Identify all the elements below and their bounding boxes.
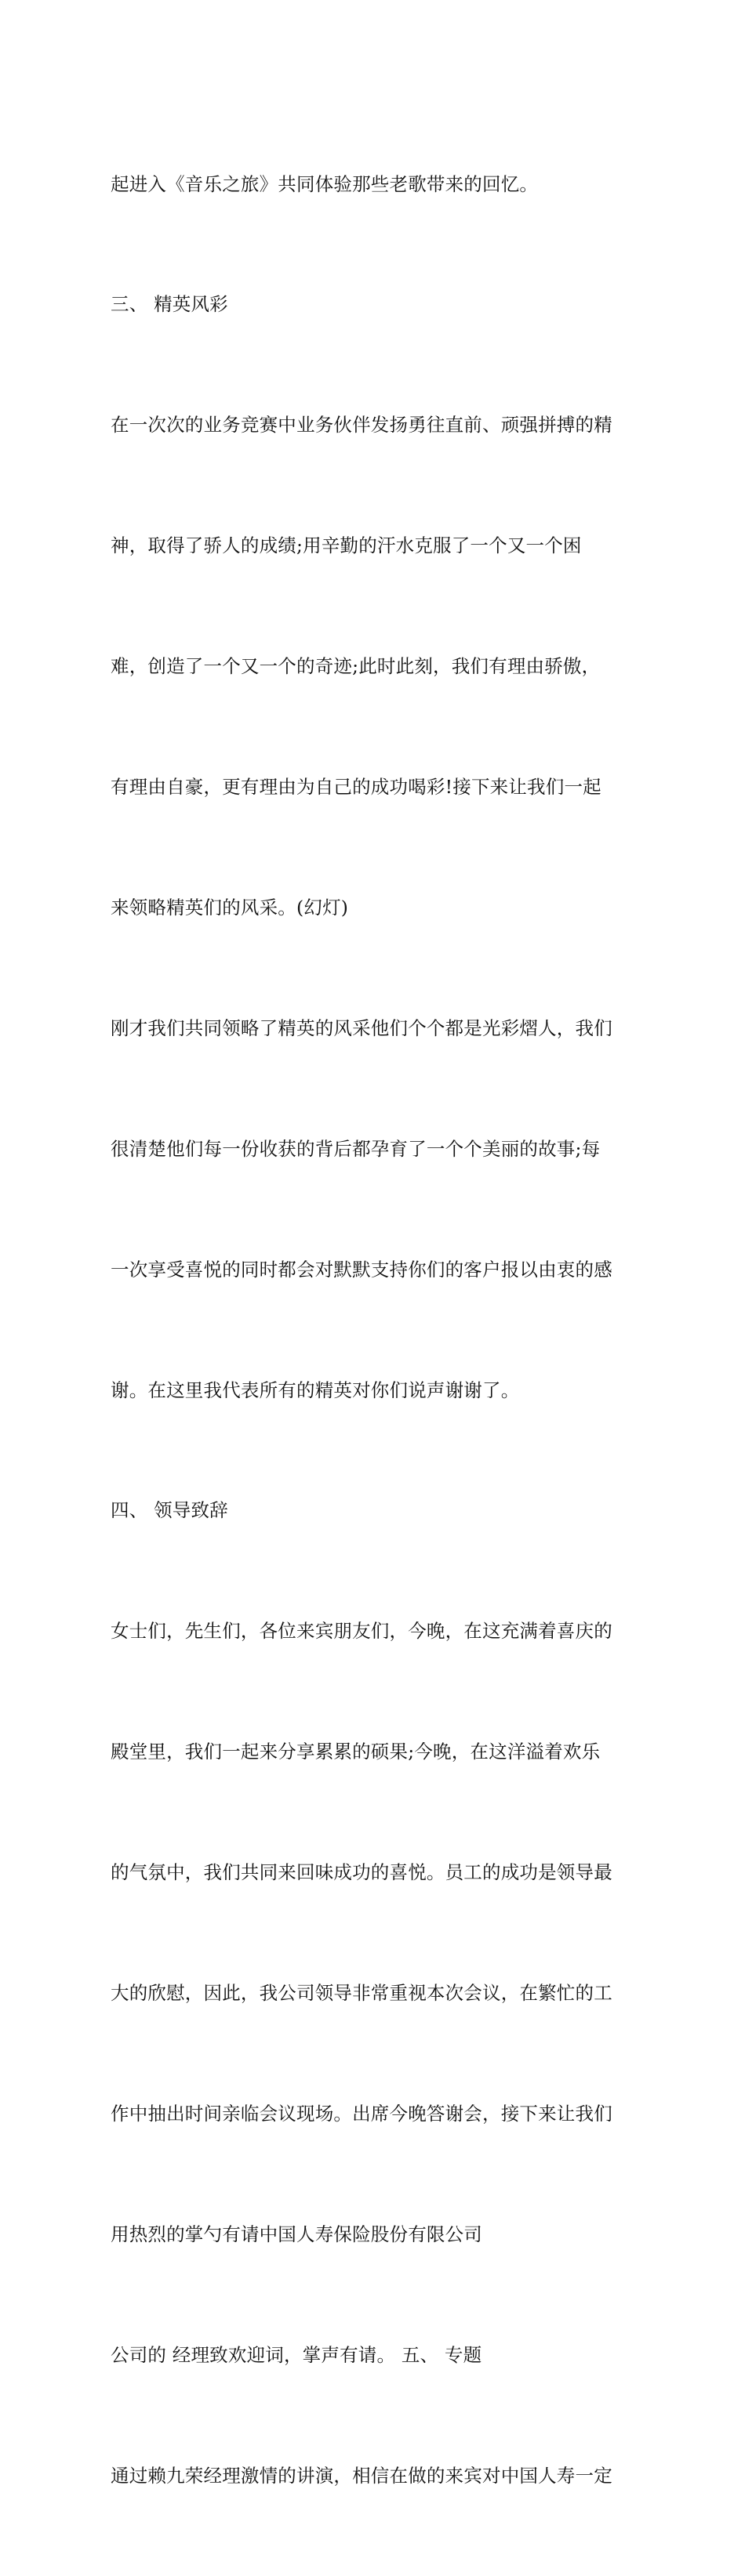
text-line: 难，创造了一个又一个的奇迹;此时此刻，我们有理由骄傲， — [111, 655, 601, 678]
text-line: 来领略精英们的风采。(幻灯) — [111, 896, 349, 918]
section-heading-4: 四、 领导致辞 — [111, 1499, 228, 1522]
text-line: 一次享受喜悦的同时都会对默默支持你们的客户报以由衷的感 — [111, 1258, 612, 1281]
text-line-with-section-heading-5: 公司的 经理致欢迎词，掌声有请。 五、 专题 — [111, 2343, 482, 2366]
text-line: 谢。在这里我代表所有的精英对你们说声谢谢了。 — [111, 1379, 520, 1401]
text-line: 神，取得了骄人的成绩;用辛勤的汗水克服了一个又一个困 — [111, 534, 582, 557]
text-line: 殿堂里，我们一起来分享累累的硕果;今晚，在这洋溢着欢乐 — [111, 1741, 601, 1763]
text-line: 大的欣慰，因此，我公司领导非常重视本次会议，在繁忙的工 — [111, 1981, 612, 2004]
body-text — [111, 84, 652, 2576]
text-line: 的气氛中，我们共同来回味成功的喜悦。员工的成功是领导最 — [111, 1861, 612, 1884]
text-line: 女士们，先生们，各位来宾朋友们，今晚，在这充满着喜庆的 — [111, 1620, 612, 1643]
text-line: 很清楚他们每一份收获的背后都孕育了一个个美丽的故事;每 — [111, 1137, 601, 1160]
text-line: 有理由自豪，更有理由为自己的成功喝彩!接下来让我们一起 — [111, 776, 601, 799]
text-line: 在一次次的业务竞赛中业务伙伴发扬勇往直前、顽强拼搏的精 — [111, 414, 612, 437]
section-heading-3: 三、 精英风彩 — [111, 293, 228, 316]
text-line: 刚才我们共同领略了精英的风采他们个个都是光彩熠人，我们 — [111, 1016, 612, 1039]
text-line: 起进入《音乐之旅》共同体验那些老歌带来的回忆。 — [111, 172, 539, 195]
text-line: 用热烈的掌勺有请中国人寿保险股份有限公司 — [111, 2223, 482, 2245]
text-line: 通过赖九荣经理激情的讲演，相信在做的来宾对中国人寿一定 — [111, 2464, 612, 2487]
text-line: 作中抽出时间亲临会议现场。出席今晚答谢会，接下来让我们 — [111, 2102, 612, 2125]
